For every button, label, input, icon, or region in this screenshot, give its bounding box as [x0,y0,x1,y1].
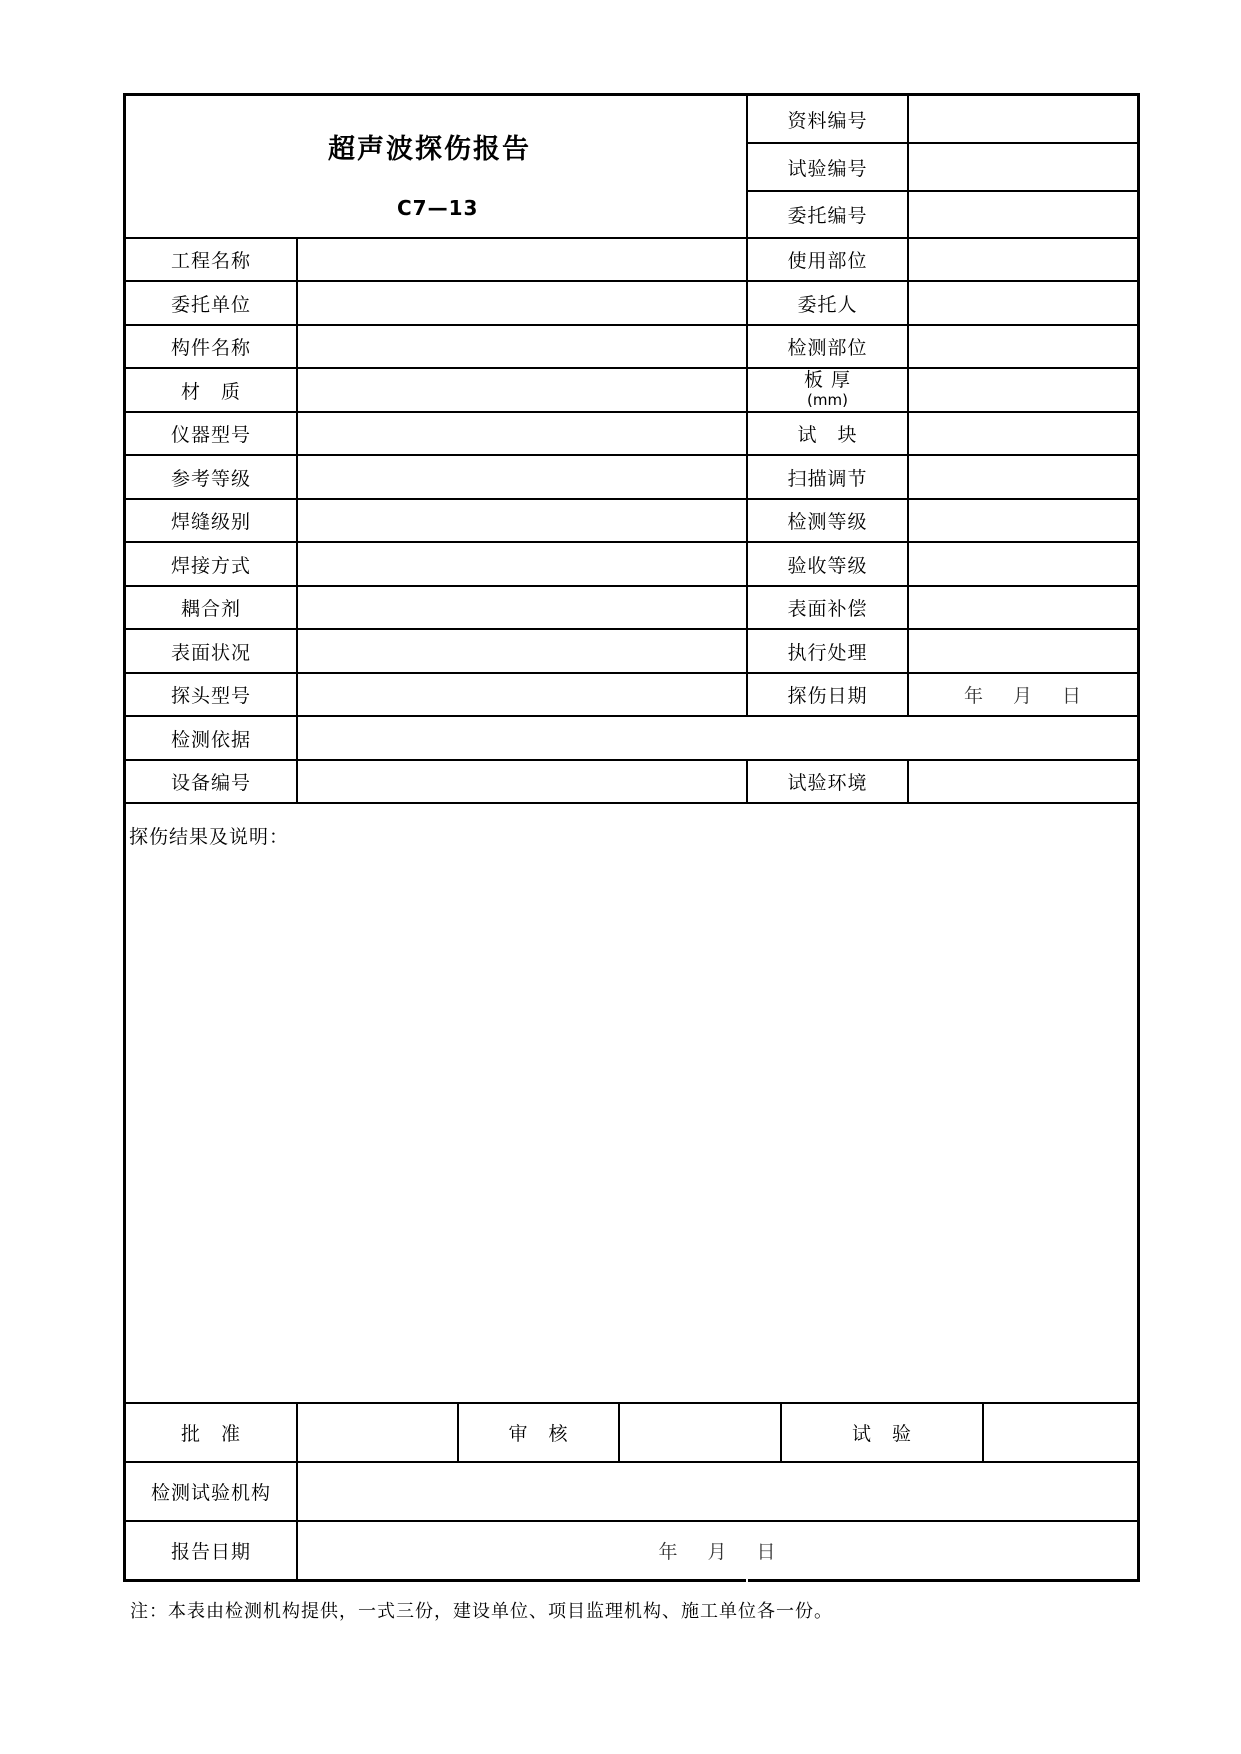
form-code: C7—13 [397,196,479,220]
info-label-test-no: 试验编号 [787,157,868,180]
label-review: 审 核 [508,1423,569,1445]
label-weld-grade: 焊缝级别 [170,511,251,533]
label-test-basis: 检测依据 [170,728,251,751]
usage-location-field[interactable] [909,239,1137,280]
equipment-no-field[interactable] [298,761,746,802]
approve-signature-field[interactable] [298,1404,457,1461]
test-basis-field[interactable] [298,717,1137,759]
label-reference-level: 参考等级 [170,467,251,490]
inspection-date-field[interactable]: 年 月 日 [963,685,1083,707]
label-test-environment: 试验环境 [787,772,868,794]
commission-no-field[interactable] [909,192,1137,237]
plate-thickness-unit: (mm) [807,391,848,409]
test-location-field[interactable] [909,326,1137,367]
scan-adjustment-field[interactable] [909,456,1137,498]
label-client: 委托人 [797,293,858,316]
test-signature-field[interactable] [984,1404,1137,1461]
label-inspection-date: 探伤日期 [787,685,868,707]
label-report-date: 报告日期 [170,1541,251,1563]
label-couplant: 耦合剂 [180,598,241,620]
label-institution: 检测试验机构 [150,1482,271,1504]
client-unit-field[interactable] [298,282,746,324]
label-surface-condition: 表面状况 [170,641,251,664]
test-no-field[interactable] [909,144,1137,190]
plate-thickness-field[interactable] [909,369,1137,411]
report-date-field[interactable]: 年 月 日 [658,1541,777,1563]
label-instrument-model: 仪器型号 [170,424,251,446]
label-test: 试 验 [851,1423,912,1445]
label-test-location: 检测部位 [787,337,868,359]
label-component-name: 构件名称 [170,337,251,359]
review-signature-field[interactable] [620,1404,780,1461]
probe-model-field[interactable] [298,674,746,715]
institution-field[interactable] [298,1463,1137,1520]
data-no-field[interactable] [909,96,1137,142]
component-name-field[interactable] [298,326,746,367]
plate-thickness-text: 板 厚 [803,369,852,391]
label-test-block: 试 块 [797,424,858,446]
results-label: 探伤结果及说明： [129,826,290,848]
label-test-level: 检测等级 [787,511,868,533]
acceptance-level-field[interactable] [909,543,1137,585]
label-acceptance-level: 验收等级 [787,554,868,577]
label-probe-model: 探头型号 [170,685,251,707]
test-environment-field[interactable] [909,761,1137,802]
label-project-name: 工程名称 [170,250,251,272]
instrument-model-field[interactable] [298,413,746,454]
weld-grade-field[interactable] [298,500,746,541]
material-field[interactable] [298,369,746,411]
footnote: 注：本表由检测机构提供，一式三份，建设单位、项目监理机构、施工单位各一份。 [130,1601,833,1622]
info-label-data-no: 资料编号 [787,109,868,132]
client-field[interactable] [909,282,1137,324]
label-usage-location: 使用部位 [787,250,868,272]
report-title: 超声波探伤报告 [328,134,531,165]
label-plate-thickness [748,369,907,411]
treatment-field[interactable] [909,630,1137,672]
surface-compensation-field[interactable] [909,587,1137,628]
test-block-field[interactable] [909,413,1137,454]
welding-method-field[interactable] [298,543,746,585]
label-client-unit: 委托单位 [170,293,251,316]
couplant-field[interactable] [298,587,746,628]
project-name-field[interactable] [298,239,746,280]
label-treatment: 执行处理 [787,641,868,664]
label-surface-compensation: 表面补偿 [787,598,868,620]
label-scan-adjustment: 扫描调节 [787,467,868,490]
surface-condition-field[interactable] [298,630,746,672]
results-textarea[interactable] [126,850,1137,1400]
test-level-field[interactable] [909,500,1137,541]
reference-level-field[interactable] [298,456,746,498]
label-welding-method: 焊接方式 [170,554,251,577]
info-label-commission-no: 委托编号 [787,205,868,227]
label-equipment-no: 设备编号 [170,772,251,794]
label-material: 材 质 [180,380,241,403]
label-approve: 批 准 [180,1423,241,1445]
